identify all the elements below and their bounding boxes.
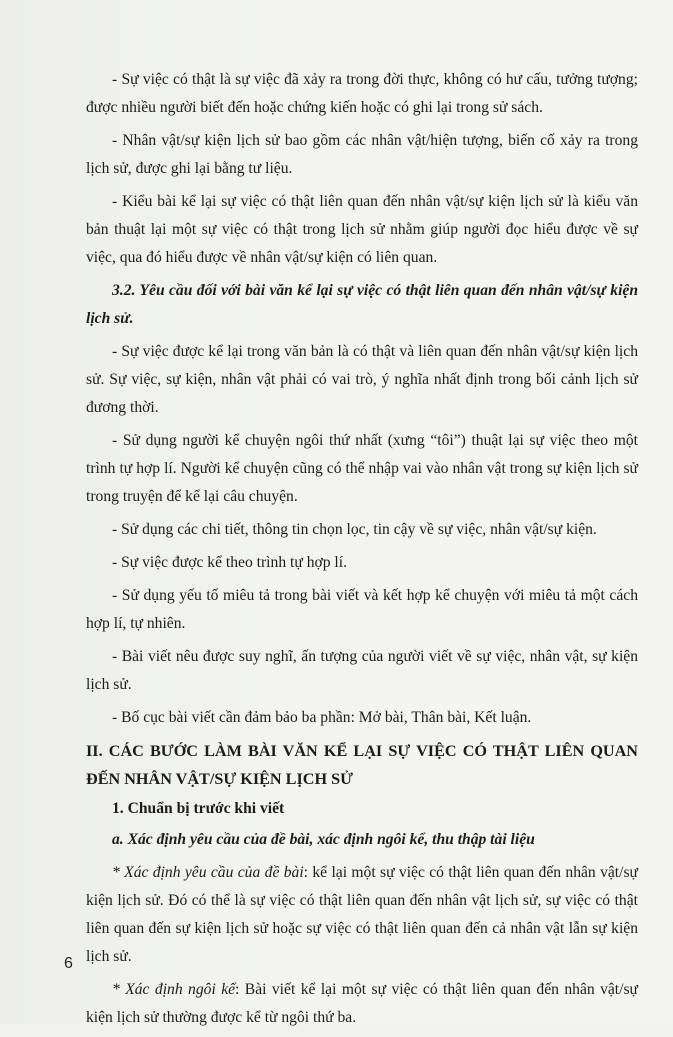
- subsection-1-heading: 1. Chuẩn bị trước khi viết: [112, 800, 285, 817]
- paragraph-determine-requirement: [86, 859, 638, 971]
- text-determine-requirement: : kể lại một sự việc có thật liên quan đến nhân vật/sự kiện lịch sử. Đó có thể là sự việc có thật liên quan đến nhân vật lịch sử, sự việc có thật liên quan đến sự kiện lịch sử hoặc sự việc có thật liên quan đến cả nhân vật lẫn sự kiện lịch sử.: [86, 864, 638, 965]
- page-content: [86, 66, 638, 1037]
- page-number: 6: [64, 955, 73, 972]
- requirement-item: - Bài viết nêu được suy nghĩ, ấn tượng của người viết về sự việc, nhân vật, sự kiện lịch sử.: [86, 648, 638, 693]
- paragraph-genre-definition: - Kiểu bài kể lại sự việc có thật liên quan đến nhân vật/sự kiện lịch sử là kiểu văn bản thuật lại một sự việc có thật trong lịch sử nhằm giúp người đọc hiểu được về sự việc, qua đó hiểu được về nhân vật/sự kiện có liên quan.: [86, 193, 638, 266]
- subsection-1a-heading: a. Xác định yêu cầu của đề bài, xác định ngôi kể, thu thập tài liệu: [112, 831, 535, 848]
- section-3-2-heading: 3.2. Yêu cầu đối với bài văn kể lại sự việc có thật liên quan đến nhân vật/sự kiện lịch sử.: [86, 282, 638, 327]
- paragraph-true-event-definition: - Sự việc có thật là sự việc đã xảy ra trong đời thực, không có hư cấu, tưởng tượng; được nhiều người biết đến hoặc chứng kiến hoặc có ghi lại trong sử sách.: [86, 71, 638, 116]
- requirement-item: - Sử dụng yếu tố miêu tả trong bài viết và kết hợp kể chuyện với miêu tả một cách hợp lí, tự nhiên.: [86, 587, 638, 632]
- requirement-item: - Sử dụng các chi tiết, thông tin chọn lọc, tin cậy về sự việc, nhân vật/sự kiện.: [112, 521, 597, 538]
- requirement-item: - Sự việc được kể theo trình tự hợp lí.: [112, 554, 347, 571]
- requirement-item: - Sử dụng người kể chuyện ngôi thứ nhất (xưng “tôi”) thuật lại sự việc theo một trình tự hợp lí. Người kể chuyện cũng có thể nhập vai vào nhân vật trong sự kiện lịch sử trong truyện để kể lại câu chuyện.: [86, 432, 638, 505]
- text-determine-narrator: : Bài viết kể lại một sự việc có thật liên quan đến nhân vật/sự kiện lịch sử thường được kể từ ngôi thứ ba.: [86, 981, 638, 1026]
- requirement-item: - Bố cục bài viết cần đảm bảo ba phần: Mở bài, Thân bài, Kết luận.: [112, 709, 532, 726]
- requirement-item: - Sự việc được kể lại trong văn bản là có thật và liên quan đến nhân vật/sự kiện lịch sử. Sự việc, sự kiện, nhân vật phải có vai trò, ý nghĩa nhất định trong bối cảnh lịch sử đương thời.: [86, 343, 638, 416]
- paragraph-historical-figure-definition: - Nhân vật/sự kiện lịch sử bao gồm các nhân vật/hiện tượng, biến cố xảy ra trong lịch sử, được ghi lại bằng tư liệu.: [86, 132, 638, 177]
- label-determine-requirement: * Xác định yêu cầu của đề bài: [112, 864, 304, 881]
- label-determine-narrator: * Xác định ngôi kể: [112, 981, 236, 998]
- section-II-heading: II. CÁC BƯỚC LÀM BÀI VĂN KỂ LẠI SỰ VIỆC CÓ THẬT LIÊN QUAN ĐẾN NHÂN VẬT/SỰ KIỆN LỊCH SỬ: [86, 742, 638, 788]
